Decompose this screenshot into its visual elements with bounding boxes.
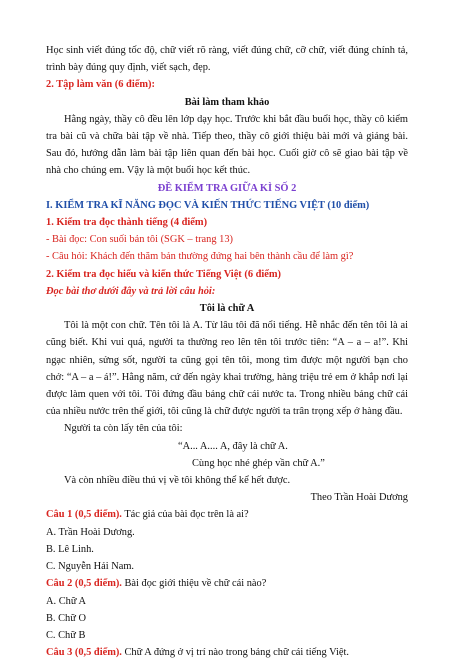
reading-paragraph: Người ta còn lấy tên của tôi:	[64, 423, 183, 435]
reading-paragraph: Và còn nhiều điều thú vị về tôi không thể kể hết được.	[64, 475, 291, 487]
poem-line: Cùng học nhé ghép vần chữ A.”	[192, 457, 325, 469]
part-2-heading: 2. Kiểm tra đọc hiểu và kiến thức Tiếng Việt (6 điểm)	[46, 268, 282, 280]
reference-essay-title: Bài làm tham khảo	[184, 96, 270, 108]
answer-option: C. Nguyễn Hải Nam.	[46, 561, 135, 573]
exam-title: ĐỀ KIỂM TRA GIỮA KÌ SỐ 2	[157, 182, 297, 194]
document-page	[46, 42, 408, 661]
intro-paragraph: Học sinh viết đúng tốc độ, chữ viết rõ ràng, viết đúng chữ, cỡ chữ, viết đúng chính tả, trình bày đúng quy định, viết sạch, đẹp.	[46, 45, 408, 74]
question-text: Tác giả của bài đọc trên là ai?	[121, 509, 249, 521]
answer-option: A. Trần Hoài Dương.	[46, 526, 135, 538]
question-label: Câu 3 (0,5 điểm).	[46, 647, 122, 659]
part-1-item: - Câu hỏi: Khách đến thăm bản thường đứng hai bên thành cầu để làm gì?	[46, 251, 354, 263]
reading-source: Theo Trần Hoài Dương	[310, 492, 408, 504]
question-label: Câu 1 (0,5 điểm).	[46, 509, 122, 521]
question-text: Bài đọc giới thiệu về chữ cái nào?	[121, 578, 267, 590]
reading-instruction: Đọc bài thơ dưới đây và trả lời câu hỏi:	[46, 285, 216, 297]
tlv-heading: 2. Tập làm văn (6 điểm):	[46, 79, 155, 91]
reading-title: Tôi là chữ A	[199, 303, 255, 315]
poem-line: “A... A.... A, đây là chữ A.	[178, 440, 288, 452]
question	[46, 644, 408, 661]
reference-essay-body: Hằng ngày, thầy cô đều lên lớp dạy học. Trước khi bắt đầu buổi học, thầy cô kiểm tra bài cũ và chữa bài tập về nhà. Tiếp theo, thầy cô giới thiệu bài mới và giảng bài. Sau đó, hướng dẫn làm bài tập liên quan đến bài học. Cuối giờ cô sẽ giao bài tập về nhà cho chúng em. Vậy là một buổi học kết thúc.	[46, 113, 408, 177]
answer-option: A. Chữ A	[46, 595, 86, 607]
question-text: Chữ A đứng ở vị trí nào trong bảng chữ cái tiếng Việt.	[121, 647, 349, 659]
question	[46, 506, 408, 523]
part-1-heading: 1. Kiểm tra đọc thành tiếng (4 điểm)	[46, 217, 208, 229]
part-1-item: - Bài đọc: Con suối bản tôi (SGK – trang 13)	[46, 234, 234, 246]
answer-option: B. Lê Linh.	[46, 543, 94, 555]
reading-paragraph: Tôi là một con chữ. Tên tôi là A. Từ lâu tôi đã nổi tiếng. Hễ nhắc đến tên tôi là ai cũng biết. Khi vui quá, người ta thường reo lên tên tôi trước tiên: “A – a – a!”. Khi ngạc nhiên, sửng sốt, người ta cũng gọi tên tôi, mong tìm được một người bạn cho chở: “A – a – á!”. Hằng năm, cứ đến ngày khai trường, hàng triệu trẻ em ở khắp nơi lại được làm quen với tôi. Tôi đứng đầu bảng chữ cái nước ta. Trong nhiều bảng chữ cái của nhiều nước trên thế giới, tôi cũng là chữ được người ta trân trọng xếp ở hàng đầu.	[46, 320, 408, 418]
section-1-heading: I. KIỂM TRA KĨ NĂNG ĐỌC VÀ KIẾN THỨC TIẾNG VIỆT (10 điểm)	[46, 199, 370, 211]
answer-option: C. Chữ B	[46, 629, 86, 641]
question	[46, 575, 408, 592]
question-label: Câu 2 (0,5 điểm).	[46, 578, 122, 590]
answer-option: B. Chữ O	[46, 612, 86, 624]
